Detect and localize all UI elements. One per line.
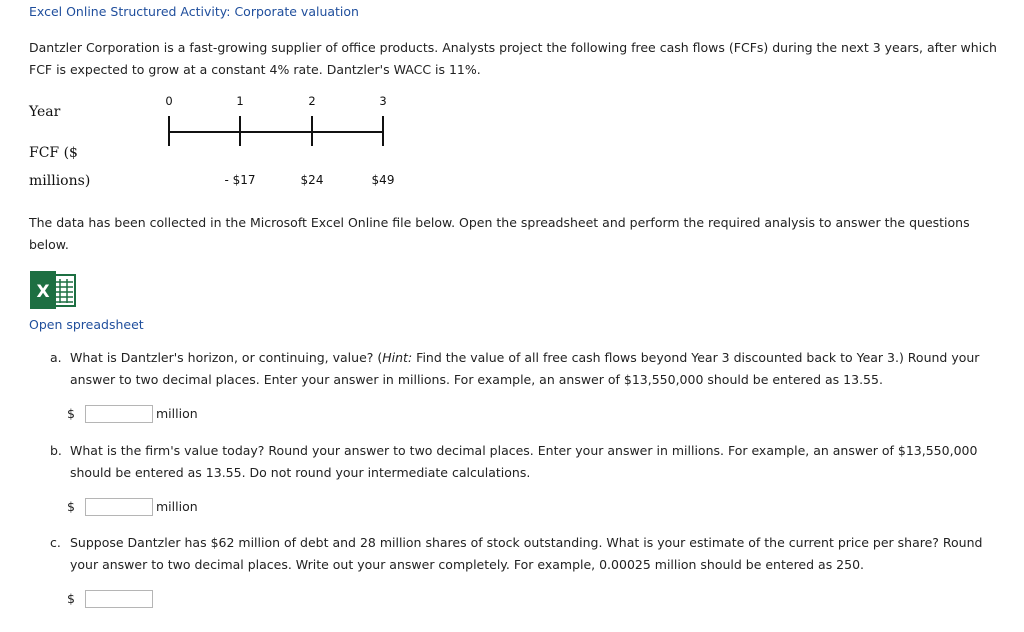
timeline-fcf-label: FCF ($ <box>29 145 78 161</box>
timeline-year-label: Year <box>29 104 61 120</box>
answer-a-input[interactable] <box>85 405 153 423</box>
timeline-tick-1 <box>239 116 241 146</box>
question-a <box>50 347 1000 391</box>
question-b-text: What is the firm's value today? Round your answer to two decimal places. Enter your answer in millions. For example, an answer of $13,550,000 should be entered as 13.55. Do not round your intermediate calculations. <box>70 443 978 480</box>
timeline-year-0: 0 <box>165 94 173 108</box>
timeline-fcf-label-units: millions) <box>29 173 91 189</box>
answer-a-currency: $ <box>67 406 75 421</box>
timeline-cf-3: $49 <box>371 173 395 187</box>
excel-icon[interactable] <box>29 270 77 310</box>
answer-b-input[interactable] <box>85 498 153 516</box>
data-note: The data has been collected in the Microsoft Excel Online file below. Open the spreadsheet and perform the required analysis to answer the questions below. <box>29 215 970 252</box>
timeline-cf-1: - $17 <box>224 173 256 187</box>
timeline-tick-3 <box>382 116 384 146</box>
question-b-label: b. <box>50 443 62 458</box>
answer-b-unit: million <box>156 499 198 514</box>
answer-b-currency: $ <box>67 499 75 514</box>
answer-a-unit: million <box>156 406 198 421</box>
timeline-year-1: 1 <box>236 94 244 108</box>
timeline-tick-0 <box>168 116 170 146</box>
activity-title: Excel Online Structured Activity: Corporate valuation <box>29 4 359 19</box>
question-a-text: What is Dantzler's horizon, or continuing, value? (Hint: Find the value of all free cash flows beyond Year 3 discounted back to Year 3.) Round your answer to two decimal places. Enter your answer in millions. For example, an answer of $13,550,000 should be entered as 13.55. <box>70 350 980 387</box>
question-c <box>50 532 1000 576</box>
question-a-label: a. <box>50 350 62 365</box>
timeline-year-2: 2 <box>308 94 316 108</box>
problem-intro: Dantzler Corporation is a fast-growing supplier of office products. Analysts project the following free cash flows (FCFs) during the next 3 years, after which FCF is expected to grow at a constant 4% rate. Dantzler's WACC is 11%. <box>29 40 997 77</box>
open-spreadsheet-link[interactable]: Open spreadsheet <box>29 317 144 332</box>
timeline-year-3: 3 <box>379 94 387 108</box>
question-b <box>50 440 1000 484</box>
question-c-label: c. <box>50 535 61 550</box>
timeline-tick-2 <box>311 116 313 146</box>
timeline-cf-2: $24 <box>300 173 324 187</box>
answer-c-currency: $ <box>67 591 75 606</box>
answer-c-input[interactable] <box>85 590 153 608</box>
timeline-axis <box>168 131 384 133</box>
question-c-text: Suppose Dantzler has $62 million of debt and 28 million shares of stock outstanding. What is your estimate of the current price per share? Round your answer to two decimal places. Write out your answer completely. For example, 0.00025 million should be entered as 250. <box>70 535 983 572</box>
svg-text:X: X <box>36 282 50 302</box>
